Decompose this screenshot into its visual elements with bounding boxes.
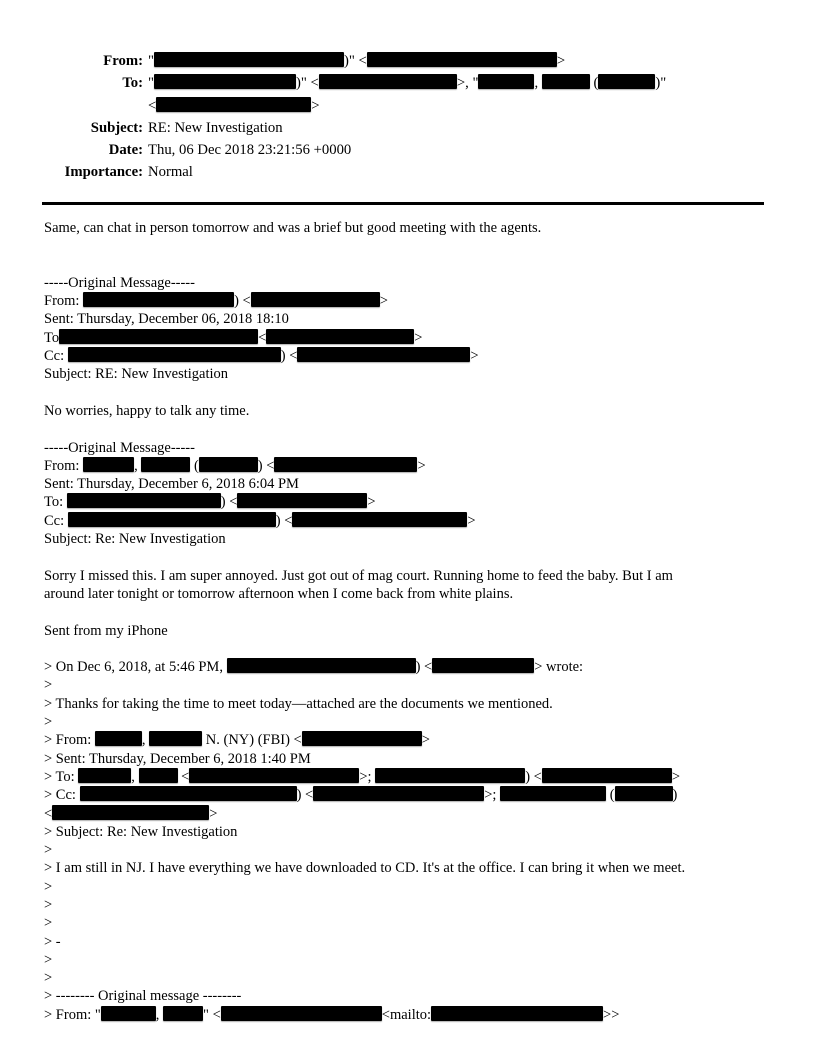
text-run: > (556, 53, 566, 69)
body-line (44, 713, 784, 731)
body-line (44, 878, 784, 896)
header-field-value (143, 139, 351, 161)
redaction-bar (154, 74, 296, 89)
redaction-bar (156, 97, 311, 112)
text-run: ( (190, 457, 199, 474)
body-line (44, 786, 784, 804)
text-run: > -------- Original message -------- (44, 988, 242, 1005)
redaction-bar (189, 768, 359, 783)
text-run: , (134, 457, 142, 474)
redaction-bar (367, 52, 557, 67)
text-run: > (367, 494, 376, 511)
body-line (44, 457, 784, 475)
text-run: Thu, 06 Dec 2018 23:21:56 +0000 (148, 142, 352, 159)
header-field-row (40, 72, 666, 94)
body-line (44, 841, 784, 859)
text-run: < (258, 329, 267, 346)
body-line (44, 310, 784, 328)
body-line (44, 237, 784, 255)
redaction-bar (319, 74, 457, 89)
redaction-bar (478, 74, 534, 89)
text-run: Sent: Thursday, December 6, 2018 6:04 PM (44, 476, 299, 493)
header-field-row (40, 50, 666, 72)
redaction-bar (302, 731, 422, 746)
body-line (44, 658, 784, 676)
text-run: Cc: (44, 512, 68, 529)
header-field-label (40, 95, 143, 117)
body-line (44, 640, 784, 658)
redaction-bar (615, 786, 673, 801)
text-run: > (421, 732, 430, 749)
header-field-label: Subject: (90, 119, 143, 136)
redaction-bar (292, 512, 467, 527)
body-line (44, 420, 784, 438)
redaction-bar (598, 74, 655, 89)
text-run: < (148, 97, 157, 114)
header-field-value (143, 72, 666, 94)
header-field-label: Importance: (64, 164, 143, 181)
redaction-bar (297, 347, 470, 362)
body-line (44, 951, 784, 969)
text-run: > wrote: (534, 659, 584, 676)
text-run: ( (606, 787, 615, 804)
body-line (44, 567, 784, 585)
redaction-bar (237, 493, 367, 508)
text-run: > Sent: Thursday, December 6, 2018 1:40 PM (44, 750, 311, 767)
redaction-bar (59, 329, 258, 344)
text-run: Sorry I missed this. I am super annoyed. Just got out of mag court. Running home to feed the baby. But I am (44, 567, 673, 584)
redaction-bar (227, 658, 416, 673)
text-run: >; (484, 787, 501, 804)
redaction-bar (163, 1006, 203, 1021)
text-run: > (44, 842, 53, 859)
redaction-bar (432, 658, 534, 673)
body-line (44, 585, 784, 603)
body-line (44, 896, 784, 914)
body-line (44, 676, 784, 694)
text-run: > (44, 714, 53, 731)
body-line (44, 365, 784, 383)
redaction-bar (101, 1006, 156, 1021)
body-line (44, 439, 784, 457)
text-run: Sent from my iPhone (44, 622, 168, 639)
redaction-bar (221, 1006, 382, 1021)
body-line (44, 329, 784, 347)
text-run: > - (44, 933, 61, 950)
text-run: < (177, 768, 190, 785)
text-run: -----Original Message----- (44, 439, 195, 456)
redaction-bar (542, 74, 590, 89)
body-line (44, 768, 784, 786)
text-run: ) < (296, 787, 314, 804)
body-line (44, 274, 784, 292)
text-run: > Subject: Re: New Investigation (44, 823, 238, 840)
body-line (44, 933, 784, 951)
text-run: > From: (44, 732, 95, 749)
text-run: , (155, 1006, 164, 1023)
header-field-label: From: (103, 53, 143, 69)
text-run: ) < (525, 768, 542, 785)
redaction-bar (83, 292, 234, 307)
text-run: )" < (344, 53, 367, 69)
text-run: > (44, 878, 53, 895)
text-run: >, " (456, 75, 479, 92)
redaction-bar (95, 731, 142, 746)
redaction-bar (80, 786, 297, 801)
body-line (44, 823, 784, 841)
redaction-bar (500, 786, 606, 801)
text-run: >> (603, 1006, 620, 1023)
text-run: > I am still in NJ. I have everything we have downloaded to CD. It's at the office. I can bring it when we meet. (44, 860, 686, 877)
redaction-bar (52, 805, 209, 820)
text-run: > (467, 512, 476, 529)
redaction-bar (266, 329, 414, 344)
text-run: > (671, 768, 681, 785)
redaction-bar (251, 292, 380, 307)
body-line (44, 548, 784, 566)
redaction-bar (149, 731, 202, 746)
body-line (44, 805, 784, 823)
text-run: To (44, 329, 60, 346)
text-run: , (131, 768, 139, 785)
body-line (44, 603, 784, 621)
text-run: , (141, 732, 150, 749)
text-run: ) < (280, 348, 298, 365)
body-line (44, 987, 784, 1005)
redaction-bar (141, 457, 190, 472)
body-line (44, 530, 784, 548)
text-run: N. (NY) (FBI) < (202, 732, 302, 749)
text-run: Same, can chat in person tomorrow and was a brief but good meeting with the agents. (44, 220, 542, 236)
text-run: ( (589, 75, 599, 92)
text-run: RE: New Investigation (148, 119, 283, 136)
header-field-row (40, 161, 666, 183)
header-field-value (143, 161, 193, 183)
text-run: > To: (44, 768, 79, 785)
text-run: From: (44, 293, 84, 310)
header-field-value (143, 117, 283, 139)
text-run: ) (672, 787, 678, 804)
body-line (44, 695, 784, 713)
text-run: " < (203, 1006, 221, 1023)
text-run: > Cc: (44, 787, 80, 804)
text-run: ) < (415, 659, 433, 676)
redaction-bar (274, 457, 417, 472)
body-line (44, 731, 784, 749)
header-field-row (40, 117, 666, 139)
text-run: around later tonight or tomorrow afternoon when I come back from white plains. (44, 585, 514, 602)
text-run: > (44, 915, 53, 932)
body-line (44, 750, 784, 768)
email-body-text (44, 219, 784, 1024)
header-field-value (143, 50, 565, 72)
body-line (44, 347, 784, 365)
redaction-bar (67, 493, 221, 508)
text-run: > (414, 329, 423, 346)
header-field-label: Date: (108, 142, 143, 159)
text-run: From: (44, 457, 84, 474)
body-line (44, 969, 784, 987)
body-line (44, 292, 784, 310)
body-line (44, 622, 784, 640)
text-run: ) < (275, 512, 293, 529)
text-run: Cc: (44, 348, 68, 365)
body-line (44, 1006, 784, 1024)
text-run: > (417, 457, 426, 474)
body-line (44, 402, 784, 420)
body-line (44, 493, 784, 511)
redaction-bar (375, 768, 525, 783)
redaction-bar (68, 347, 281, 362)
text-run: )" < (296, 75, 319, 92)
text-run: Sent: Thursday, December 06, 2018 18:10 (44, 311, 289, 328)
text-run: Subject: Re: New Investigation (44, 531, 226, 548)
text-run: " (148, 75, 154, 92)
text-run: Normal (148, 164, 193, 181)
text-run: > From: " (44, 1006, 101, 1023)
body-line (44, 475, 784, 493)
redaction-bar (431, 1006, 603, 1021)
redaction-bar (78, 768, 131, 783)
text-run: > Thanks for taking the time to meet today—attached are the documents we mentioned. (44, 695, 553, 712)
text-run: > (379, 293, 388, 310)
redaction-bar (313, 786, 484, 801)
text-run: > (44, 896, 53, 913)
redaction-bar (68, 512, 276, 527)
text-run: ) < (234, 293, 251, 310)
body-line (44, 256, 784, 274)
text-run: ) < (257, 457, 275, 474)
header-divider (42, 202, 764, 205)
text-run: <mailto: (381, 1006, 432, 1023)
text-run: Subject: RE: New Investigation (44, 366, 229, 383)
text-run: > On Dec 6, 2018, at 5:46 PM, (44, 659, 227, 676)
text-run: > (311, 97, 320, 114)
redaction-bar (154, 52, 344, 67)
text-run: > (44, 951, 53, 968)
email-header-block (40, 50, 666, 184)
body-line (44, 914, 784, 932)
redaction-bar (199, 457, 258, 472)
text-run: , (534, 75, 542, 92)
header-field-row (40, 139, 666, 161)
text-run: -----Original Message----- (44, 274, 195, 291)
text-run: > (470, 348, 479, 365)
text-run: To: (44, 494, 67, 511)
text-run: No worries, happy to talk any time. (44, 402, 250, 419)
text-run: >; (359, 768, 376, 785)
header-field-label: To: (122, 75, 143, 92)
text-run: > (44, 677, 53, 694)
body-line (44, 512, 784, 530)
redaction-bar (139, 768, 178, 783)
redaction-bar (83, 457, 134, 472)
text-run: > (44, 970, 53, 987)
text-run: )" (655, 75, 667, 92)
header-field-value (143, 95, 320, 117)
body-line (44, 219, 784, 237)
header-field-row (40, 95, 666, 117)
text-run: ) < (220, 494, 238, 511)
redaction-bar (542, 768, 672, 783)
text-run: " (148, 53, 154, 69)
text-run: < (44, 805, 53, 822)
text-run: > (209, 805, 218, 822)
body-line (44, 859, 784, 877)
body-line (44, 384, 784, 402)
